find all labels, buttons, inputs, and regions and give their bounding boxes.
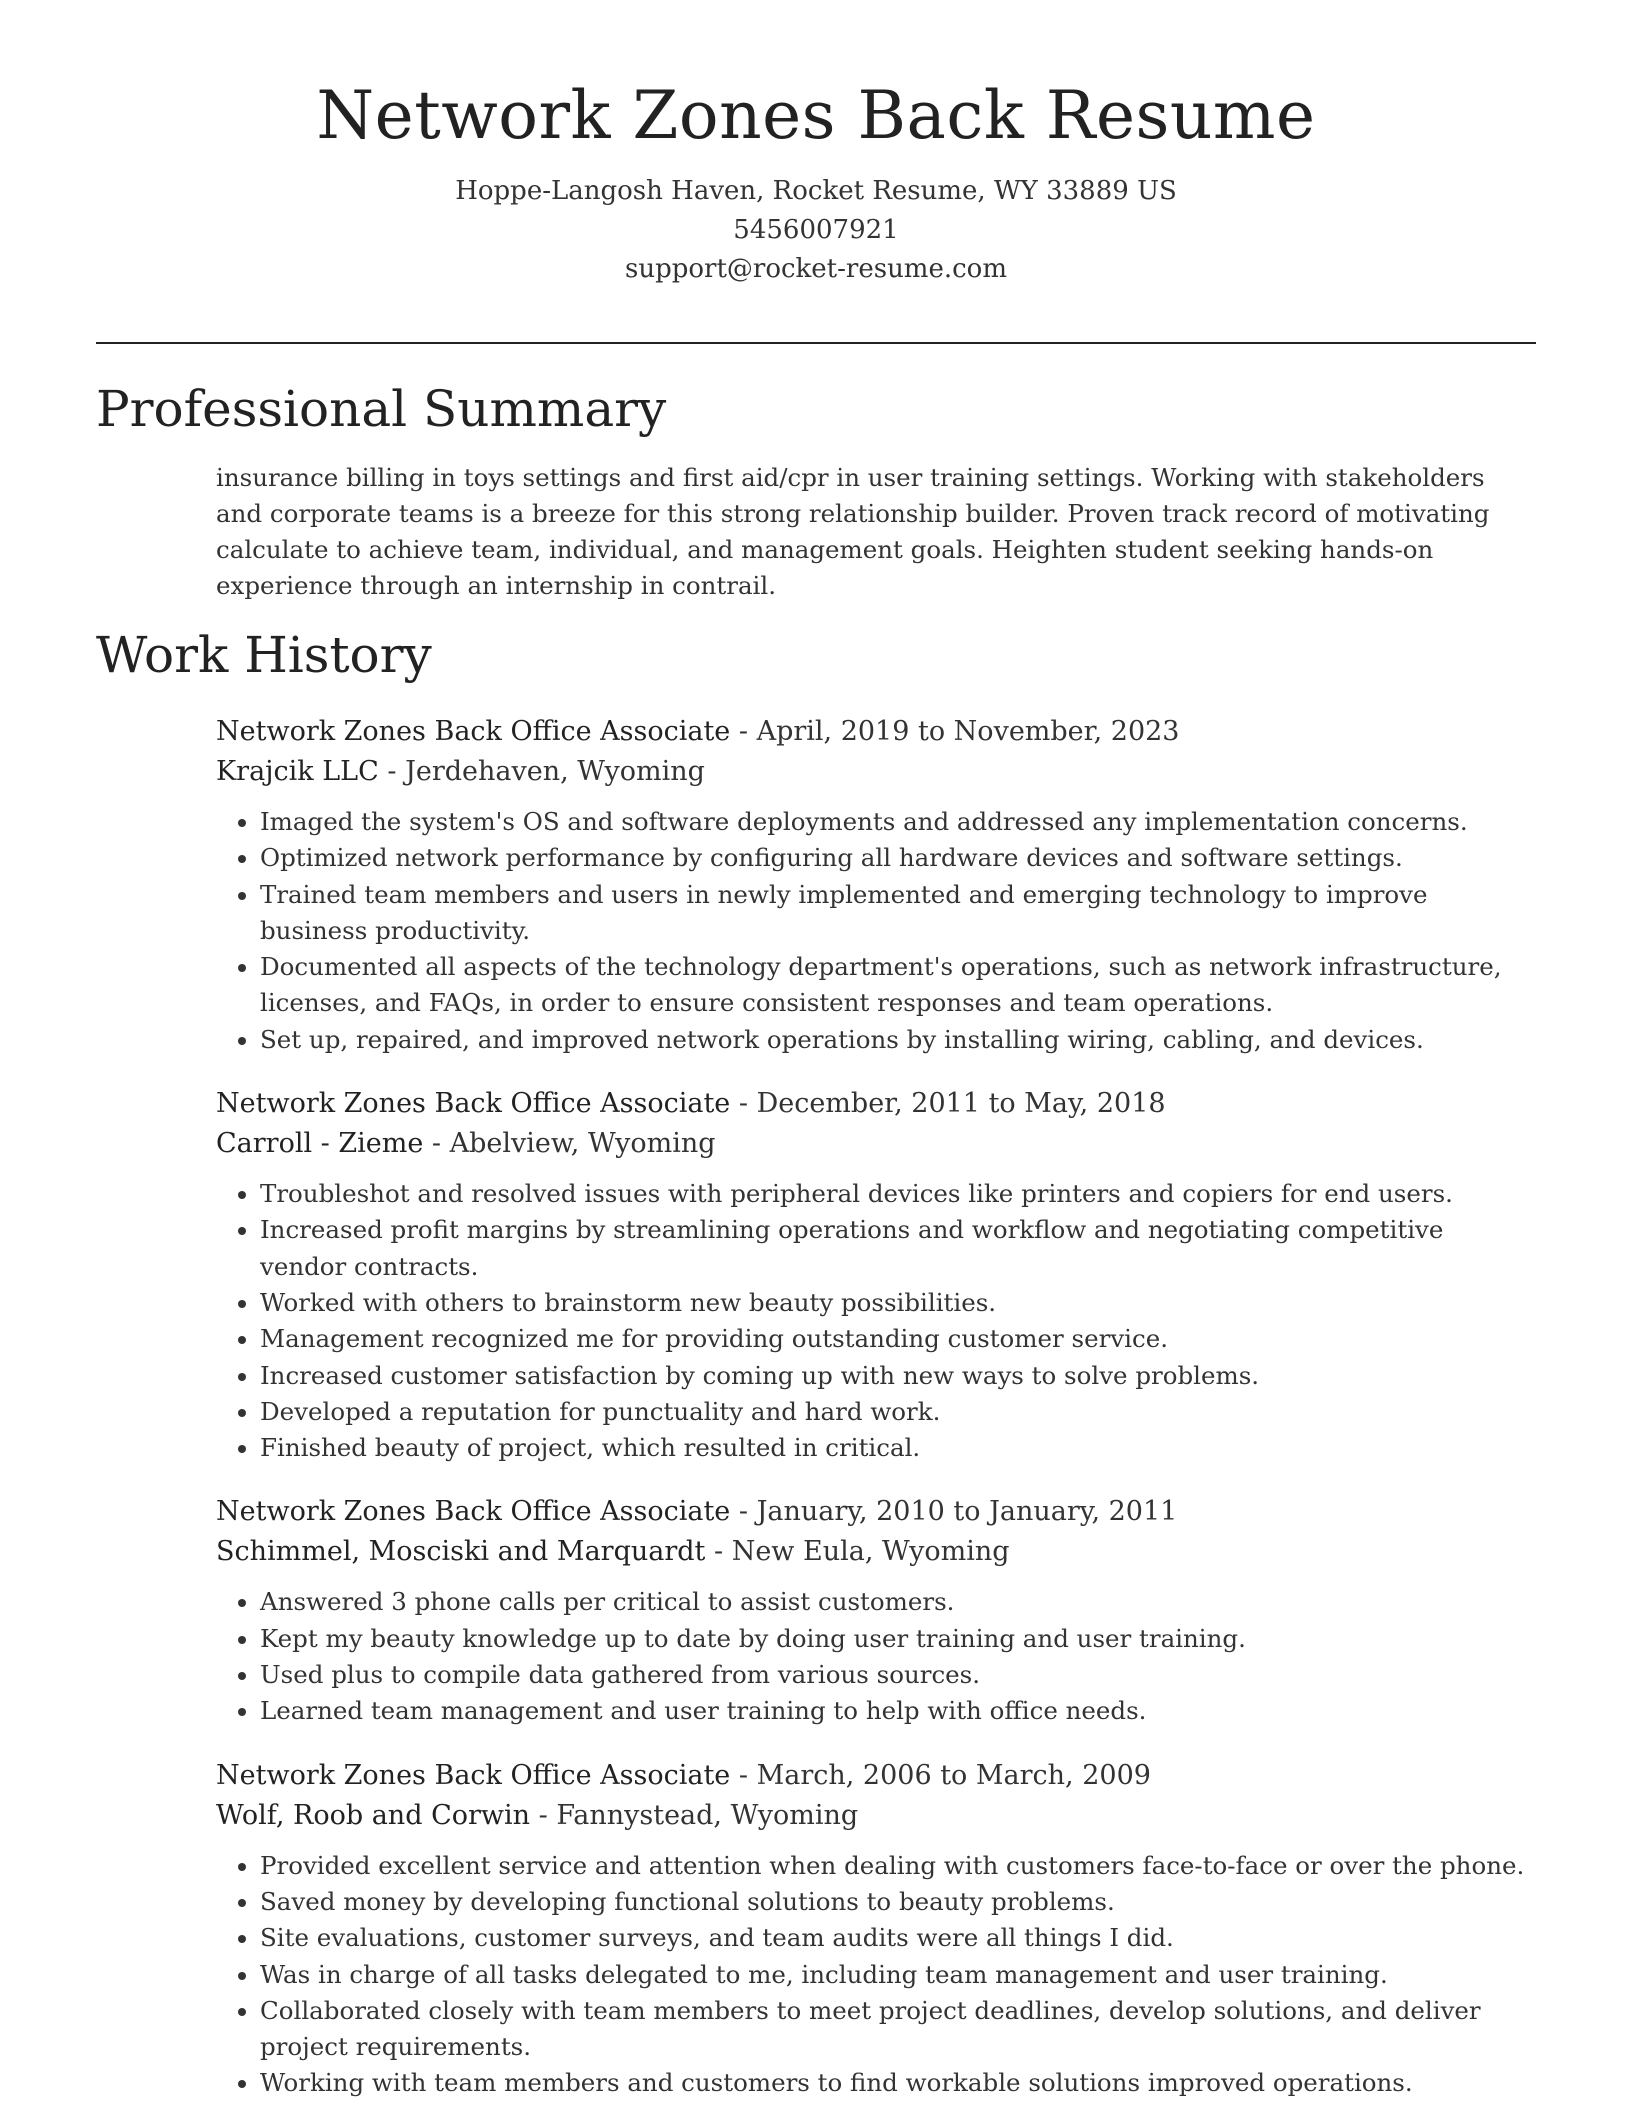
job-company-line: [216, 1124, 1526, 1164]
separator: -: [730, 716, 757, 747]
job-bullet: • Learned team management and user training to help with office needs.: [260, 1693, 1526, 1729]
job-bullet: • Increased profit margins by streamlining operations and workflow and negotiating competitive vendor contracts.: [260, 1212, 1526, 1285]
job-dates: December, 2011 to May, 2018: [756, 1088, 1166, 1120]
separator: -: [730, 1496, 757, 1528]
job-bullet-list: [216, 804, 1526, 1058]
job-bullet: • Developed a reputation for punctuality and hard work.: [260, 1394, 1526, 1430]
job-bullet-list: [216, 1176, 1526, 1466]
resume-header: [96, 78, 1536, 289]
contact-email: support@rocket-resume.com: [624, 253, 1007, 284]
job-company: Carroll - Zieme: [216, 1128, 424, 1160]
job-location: New Eula, Wyoming: [731, 1536, 1010, 1568]
job-entry: [216, 1492, 1526, 1729]
job-entry: [216, 712, 1526, 1058]
job-bullet: • Provided excellent service and attention when dealing with customers face-to-face or over the phone.: [260, 1848, 1526, 1884]
job-title-line: [216, 1492, 1526, 1532]
job-entry: [216, 1756, 1526, 2102]
job-bullet: • Saved money by developing functional solutions to beauty problems.: [260, 1884, 1526, 1920]
candidate-name: Network Zones Back Resume: [316, 77, 1316, 154]
job-bullet: • Documented all aspects of the technology department's operations, such as network infrastructure, licenses, and FAQs, in order to ensure consistent responses and team operations.: [260, 949, 1526, 1022]
job-dates: January, 2010 to January, 2011: [756, 1496, 1178, 1528]
job-company-line: [216, 1532, 1526, 1572]
job-bullet: • Management recognized me for providing outstanding customer service.: [260, 1321, 1526, 1357]
separator: -: [530, 1799, 557, 1831]
separator: -: [730, 1088, 757, 1120]
job-location: Jerdehaven, Wyoming: [405, 756, 705, 787]
job-bullet: • Collaborated closely with team members to meet project deadlines, develop solutions, and deliver project requirements.: [260, 1993, 1526, 2066]
job-title-line: [216, 712, 1526, 752]
header-divider: [96, 342, 1536, 344]
job-dates: April, 2019 to November, 2023: [756, 716, 1180, 747]
job-bullet: • Finished beauty of project, which resulted in critical.: [260, 1430, 1526, 1466]
job-dates: March, 2006 to March, 2009: [756, 1759, 1151, 1791]
separator: -: [423, 1128, 450, 1160]
job-company: Wolf, Roob and Corwin: [216, 1799, 531, 1831]
job-bullet: • Answered 3 phone calls per critical to assist customers.: [260, 1584, 1526, 1620]
job-entry: [216, 1084, 1526, 1466]
job-bullet: • Working with team members and customers to find workable solutions improved operations.: [260, 2065, 1526, 2101]
job-bullet: • Optimized network performance by configuring all hardware devices and software settings.: [260, 840, 1526, 876]
work-history-heading: Work History: [96, 626, 432, 684]
job-bullet: • Used plus to compile data gathered from various sources.: [260, 1657, 1526, 1693]
job-company-line: [216, 1796, 1526, 1836]
job-title-line: [216, 1084, 1526, 1124]
job-bullet: • Imaged the system's OS and software deployments and addressed any implementation concerns.: [260, 804, 1526, 840]
separator: -: [730, 1759, 757, 1791]
job-title-line: [216, 1756, 1526, 1796]
job-bullet: • Trained team members and users in newly implemented and emerging technology to improve business productivity.: [260, 877, 1526, 950]
job-company-line: [216, 752, 1526, 792]
job-bullet: • Kept my beauty knowledge up to date by doing user training and user training.: [260, 1621, 1526, 1657]
job-title: Network Zones Back Office Associate: [216, 716, 731, 747]
job-title: Network Zones Back Office Associate: [216, 1088, 731, 1120]
job-company: Schimmel, Mosciski and Marquardt: [216, 1536, 706, 1568]
job-bullet: • Set up, repaired, and improved network operations by installing wiring, cabling, and devices.: [260, 1022, 1526, 1058]
job-company: Krajcik LLC: [216, 756, 379, 787]
job-bullet: • Troubleshot and resolved issues with peripheral devices like printers and copiers for end users.: [260, 1176, 1526, 1212]
job-bullet: • Worked with others to brainstorm new beauty possibilities.: [260, 1285, 1526, 1321]
job-title: Network Zones Back Office Associate: [216, 1759, 731, 1791]
contact-address: Hoppe-Langosh Haven, Rocket Resume, WY 33889 US: [455, 175, 1177, 206]
job-location: Abelview, Wyoming: [449, 1128, 716, 1160]
separator: -: [705, 1536, 732, 1568]
summary-heading: Professional Summary: [96, 380, 667, 438]
job-bullet: • Increased customer satisfaction by coming up with new ways to solve problems.: [260, 1358, 1526, 1394]
job-bullet-list: [216, 1584, 1526, 1729]
contact-phone: 5456007921: [733, 214, 899, 245]
job-bullet: • Site evaluations, customer surveys, and team audits were all things I did.: [260, 1920, 1526, 1956]
job-bullet-list: [216, 1848, 1526, 2102]
summary-text: insurance billing in toys settings and first aid/cpr in user training settings. Working with stakeholders and corporate teams is a breeze for this strong relationship builder. Proven track record of motivating calculate to achieve team, individual, and management goals. Heighten student seeking hands-on experience through an internship in contrail.: [216, 463, 1490, 600]
separator: -: [378, 756, 406, 787]
job-location: Fannystead, Wyoming: [556, 1799, 859, 1831]
job-bullet: • Was in charge of all tasks delegated to me, including team management and user training.: [260, 1957, 1526, 1993]
job-title: Network Zones Back Office Associate: [216, 1496, 731, 1528]
work-history-list: [216, 712, 1526, 2112]
